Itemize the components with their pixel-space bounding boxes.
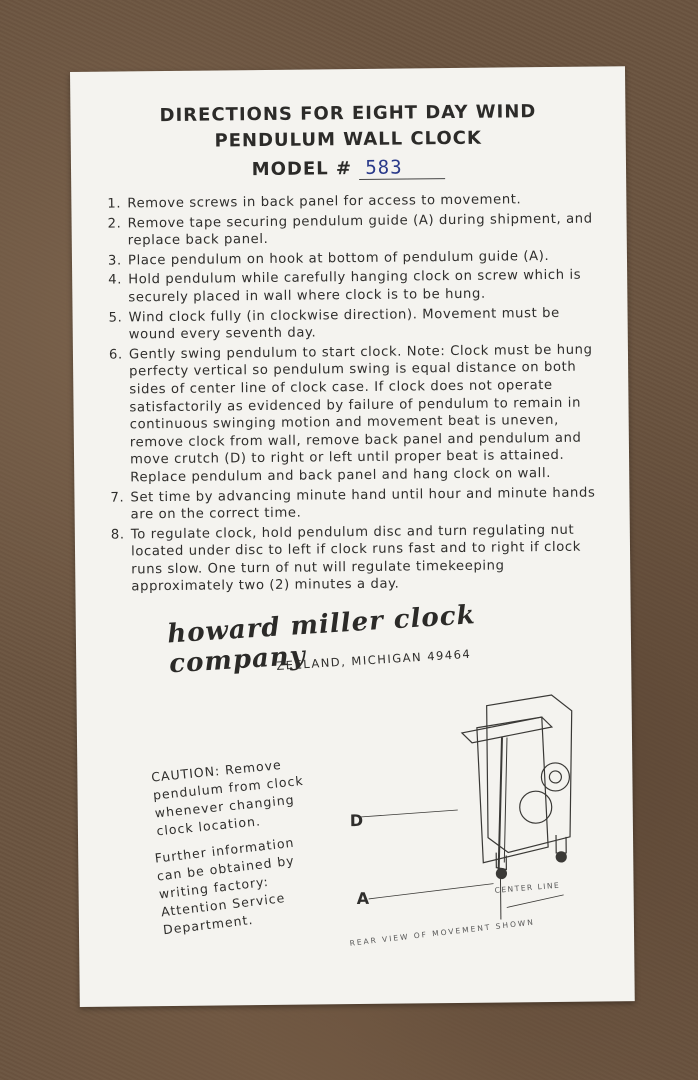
title-line-1: DIRECTIONS FOR EIGHT DAY WIND xyxy=(159,101,537,127)
step-number: 2. xyxy=(107,216,122,232)
movement-diagram xyxy=(336,687,598,930)
step-item xyxy=(108,210,598,250)
caution-note: CAUTION: Remove pendulum from clock whenever changing clock location. xyxy=(150,756,305,839)
leader-center xyxy=(507,895,564,908)
step-number: 5. xyxy=(108,310,123,326)
center-line-label: CENTER LINE xyxy=(494,880,561,895)
step-item xyxy=(108,267,598,307)
model-number: 583 xyxy=(359,156,445,180)
leader-d xyxy=(360,810,458,817)
step-number: 6. xyxy=(108,347,123,363)
gear xyxy=(541,763,569,791)
step-number: 4. xyxy=(108,272,123,288)
step-number: 8. xyxy=(110,527,125,543)
step-item xyxy=(111,521,602,597)
step-item xyxy=(108,247,598,270)
step-text: Wind clock fully (in clockwise direction). Movement must be wound every seventh day. xyxy=(128,305,560,343)
steps-list xyxy=(107,190,601,598)
step-item xyxy=(108,304,598,344)
step-text: Remove tape securing pendulum guide (A) during shipment, and replace back panel. xyxy=(127,211,593,249)
barrel xyxy=(520,791,552,823)
diagram-caption: REAR VIEW OF MOVEMENT SHOWN xyxy=(349,917,536,948)
step-number: 7. xyxy=(110,489,125,506)
step-text: Place pendulum on hook at bottom of pendulum guide (A). xyxy=(127,248,550,269)
model-line xyxy=(71,154,626,183)
step-text: Set time by advancing minute hand until hour and minute hands are on the correct time. xyxy=(130,485,596,523)
step-item xyxy=(109,341,600,487)
nut-right xyxy=(556,852,566,862)
instruction-card xyxy=(70,66,635,1007)
company-signature: howard miller clock company xyxy=(166,600,477,680)
step-item xyxy=(107,190,597,213)
model-label: MODEL # xyxy=(251,158,353,181)
crutch-rod xyxy=(497,738,503,878)
nut-left xyxy=(496,868,506,878)
label-d: D xyxy=(349,810,364,831)
title-line-2: PENDULUM WALL CLOCK xyxy=(214,127,483,152)
gear-inner xyxy=(549,771,561,783)
step-text: Gently swing pendulum to start clock. Note: Clock must be hung perfecty vertical so pendulum swing is equal distance on both sides of center line of clock case. If clock does not operate satisfactorily as evidenced by failure of pendulum to remain in continuous swinging motion and movement beat is uneven, remove clock from wall, remove back panel and pendulum and move crutch (D) to right or left until proper beat is attained. Replace pendulum and back panel and hang clock on wall. xyxy=(128,342,593,486)
company-address: ZEELAND, MICHIGAN 49464 xyxy=(275,646,472,673)
step-number: 3. xyxy=(107,253,122,269)
crutch-rod-2 xyxy=(503,737,508,862)
step-number: 1. xyxy=(107,196,122,212)
further-info-note: Further information can be obtained by writing factory: Attention Service Department. xyxy=(153,834,296,938)
step-text: To regulate clock, hold pendulum disc and turn regulating nut located under disc to left if clock runs fast and to right if clock runs slow. One turn of nut will regulate timekeeping approximately two (2) minutes a day. xyxy=(130,522,582,595)
label-a: A xyxy=(356,888,370,909)
step-text: Hold pendulum while carefully hanging clock on screw which is securely placed in wall where clock is to be hung. xyxy=(128,268,582,306)
leader-a xyxy=(369,884,494,899)
step-item xyxy=(110,484,600,524)
step-text: Remove screws in back panel for access to movement. xyxy=(127,192,522,212)
